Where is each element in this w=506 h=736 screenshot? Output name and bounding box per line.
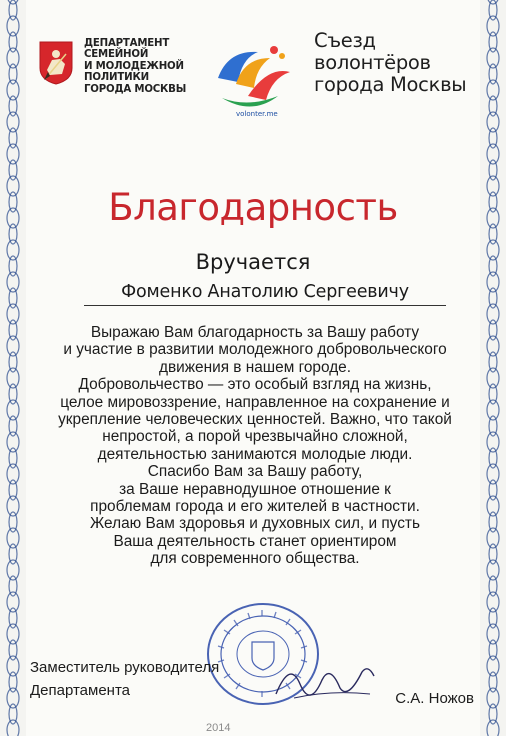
body-line: движения в нашем городе.	[158, 358, 352, 376]
right-chain-border	[480, 0, 506, 736]
chain-link	[487, 304, 499, 324]
chain-border-icon	[480, 0, 506, 736]
body-line: за Ваше неравнодушное отношение к	[119, 480, 391, 498]
chain-link	[7, 176, 19, 196]
body-line: целое мировоззрение, направленное на сохранение и	[60, 393, 450, 411]
body-line: проблемам города и его жителей в частности.	[90, 498, 420, 516]
signer-position-line: Департамента	[30, 682, 131, 699]
chain-link	[487, 688, 499, 708]
chain-link	[487, 208, 499, 228]
chain-link	[7, 272, 19, 292]
body-line: Добровольчество — это особый взгляд на жизнь,	[78, 376, 432, 394]
chain-link	[7, 336, 19, 356]
chain-link	[487, 48, 499, 68]
body-line: Желаю Вам здоровья и духовных сил, и пусть	[90, 515, 420, 533]
department-name	[84, 38, 194, 95]
chain-link	[7, 240, 19, 260]
body-line: Ваша деятельность станет ориентиром	[113, 532, 397, 550]
chain-link	[487, 528, 499, 548]
department-line: И МОЛОДЕЖНОЙ	[84, 60, 184, 72]
footer-year: 2014	[206, 722, 231, 734]
chain-link	[7, 464, 19, 484]
congress-line: волонтёров	[314, 51, 431, 74]
chain-link	[487, 496, 499, 516]
congress-line: города Москвы	[314, 73, 467, 96]
chain-link	[7, 432, 19, 452]
chain-link	[487, 272, 499, 292]
certificate-title: Благодарность	[108, 186, 398, 229]
chain-border-icon	[0, 0, 26, 736]
chain-link	[487, 624, 499, 644]
certificate-body	[36, 324, 474, 568]
chain-link	[487, 16, 499, 36]
chain-link	[487, 400, 499, 420]
chain-link	[7, 592, 19, 612]
chain-link	[487, 80, 499, 100]
chain-link	[487, 656, 499, 676]
body-line: деятельностью занимаются молодые люди.	[97, 445, 413, 463]
chain-link	[7, 624, 19, 644]
chain-link	[7, 48, 19, 68]
signer-position-line: Заместитель руководителя	[30, 659, 220, 676]
volunteer-congress-title	[314, 30, 466, 96]
chain-link	[7, 112, 19, 132]
recipient-name: Фоменко Анатолию Сергеевичу	[84, 282, 446, 306]
certificate-sheet	[26, 0, 480, 736]
chain-link	[487, 336, 499, 356]
chain-link	[487, 464, 499, 484]
signer-position	[30, 656, 219, 702]
chain-link	[7, 656, 19, 676]
chain-link	[7, 208, 19, 228]
chain-link	[7, 400, 19, 420]
chain-link	[7, 368, 19, 388]
chain-link	[7, 496, 19, 516]
left-chain-border	[0, 0, 26, 736]
department-line: ПОЛИТИКИ	[84, 72, 149, 84]
department-line: СЕМЕЙНОЙ	[84, 49, 149, 61]
chain-link	[487, 368, 499, 388]
body-line: укрепление человеческих ценностей. Важно, что такой	[58, 411, 452, 429]
chain-link	[7, 144, 19, 164]
chain-link	[7, 304, 19, 324]
department-line: ДЕПАРТАМЕНТ	[84, 38, 170, 49]
handwritten-signature-icon	[270, 654, 380, 708]
certificate-header	[26, 30, 480, 130]
chain-link	[487, 592, 499, 612]
body-line: и участие в развитии молодежного добровольческого	[63, 341, 447, 359]
chain-link	[7, 80, 19, 100]
chain-link	[7, 16, 19, 36]
chain-link	[7, 720, 19, 736]
volunteer-url: volonter.me	[236, 110, 278, 118]
body-line: для современного общества.	[150, 550, 360, 568]
chain-link	[487, 560, 499, 580]
body-line: Спасибо Вам за Вашу работу,	[147, 463, 363, 481]
department-line: ГОРОДА МОСКВЫ	[84, 83, 187, 95]
chain-link	[487, 432, 499, 452]
signer-name: С.А. Ножов	[395, 690, 474, 707]
congress-line: Съезд	[314, 29, 376, 52]
chain-link	[487, 720, 499, 736]
body-line: непростой, а порой чрезвычайно сложной,	[102, 428, 408, 446]
chain-link	[7, 688, 19, 708]
moscow-coat-of-arms-icon	[38, 40, 74, 86]
volunteer-congress-logo-icon	[208, 38, 298, 118]
chain-link	[7, 528, 19, 548]
chain-link	[487, 176, 499, 196]
body-line: Выражаю Вам благодарность за Вашу работу	[90, 324, 420, 341]
chain-link	[487, 112, 499, 132]
chain-link	[487, 240, 499, 260]
awarded-label: Вручается	[195, 250, 311, 274]
chain-link	[487, 144, 499, 164]
chain-link	[7, 560, 19, 580]
